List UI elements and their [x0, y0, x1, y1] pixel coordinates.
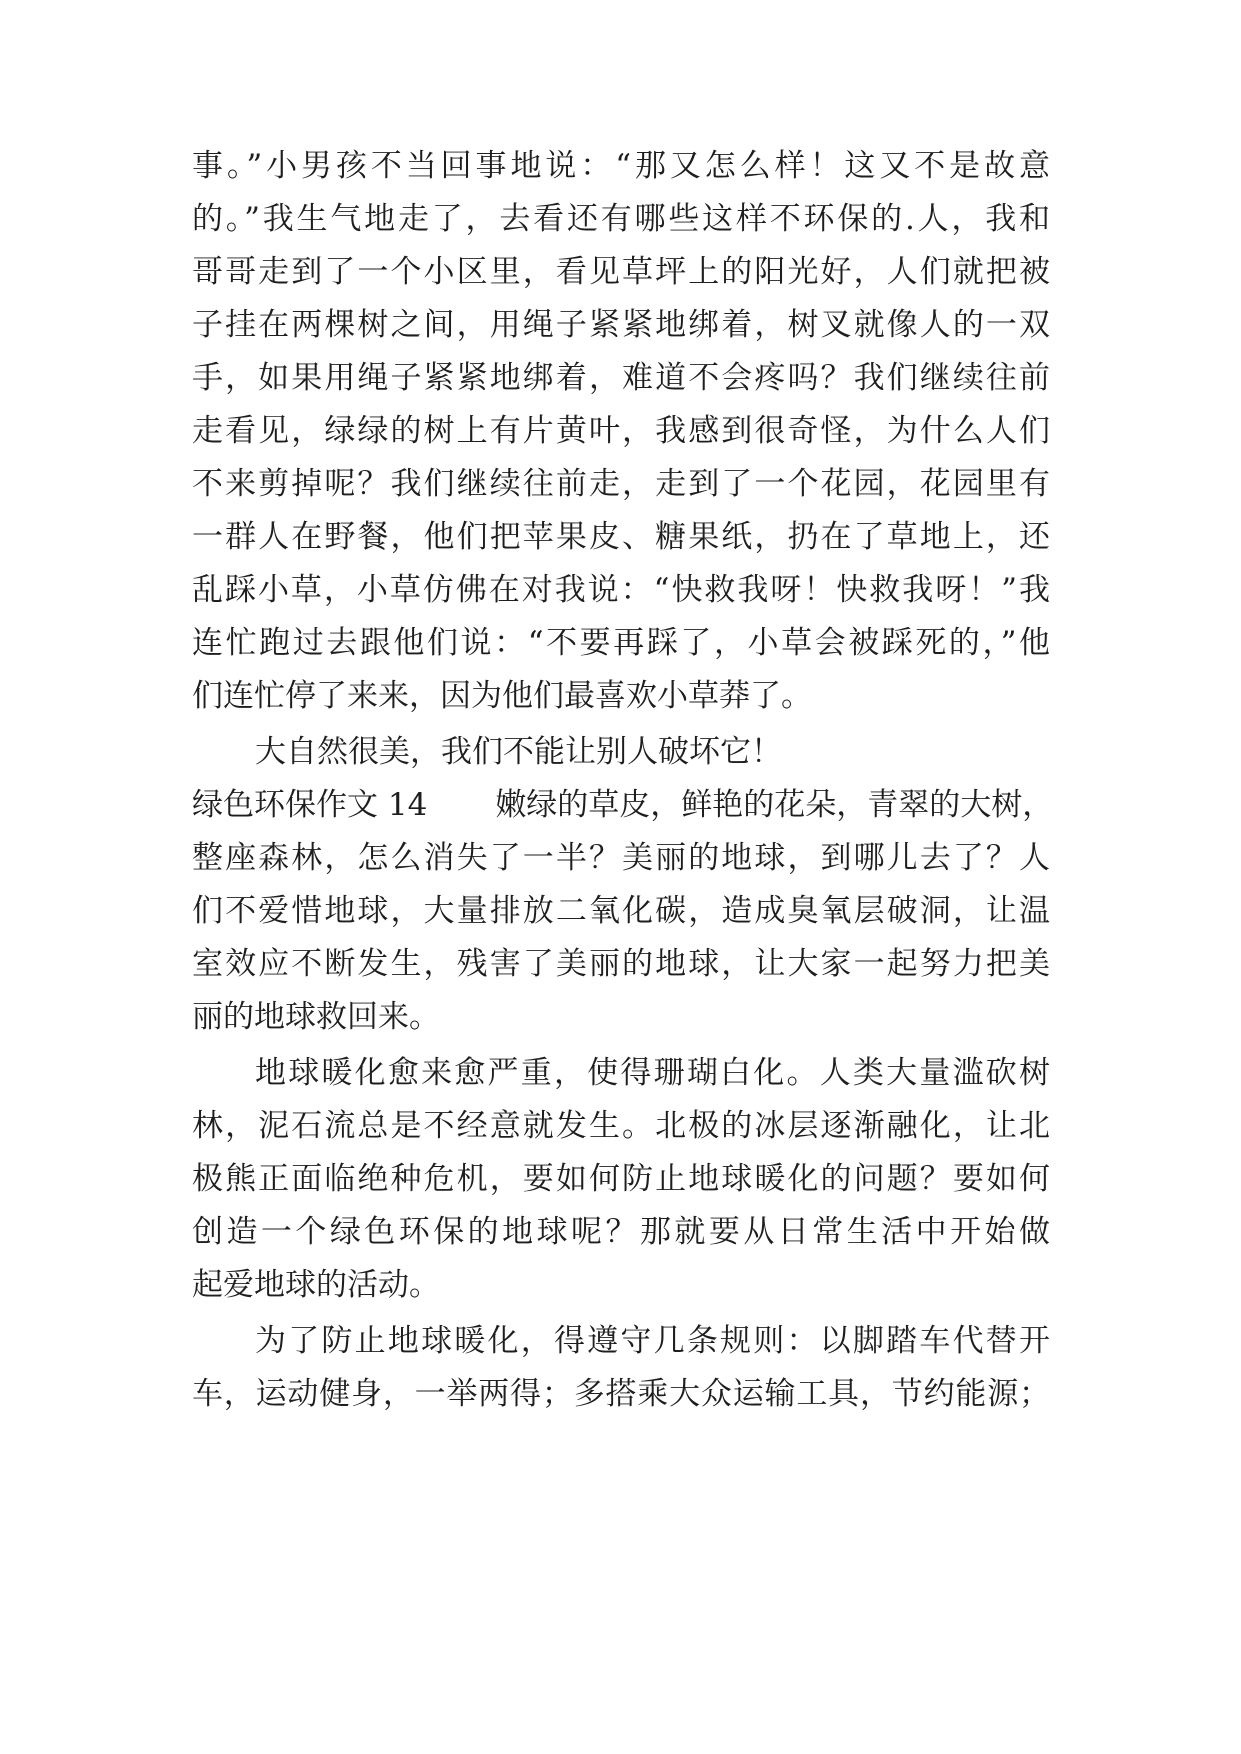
text-line: 手，如果用绳子紧紧地绑着，难道不会疼吗？我们继续往前 — [192, 360, 1050, 396]
text-line: 哥哥走到了一个小区里，看见草坪上的阳光好，人们就把被 — [192, 254, 1050, 290]
text-line: 整座森林，怎么消失了一半？美丽的地球，到哪儿去了？人 — [192, 840, 1050, 876]
text-line: 地球暖化愈来愈严重，使得珊瑚白化。人类大量滥砍树 — [255, 1055, 1050, 1091]
text-line: 极熊正面临绝种危机，要如何防止地球暖化的问题？要如何 — [192, 1161, 1050, 1197]
text-line: 的。”我生气地走了，去看还有哪些这样不环保的.人，我和 — [192, 201, 1050, 237]
text-line: 们不爱惜地球，大量排放二氧化碳，造成臭氧层破洞，让温 — [192, 893, 1050, 929]
text-line: 一群人在野餐，他们把苹果皮、糖果纸，扔在了草地上，还 — [192, 519, 1050, 555]
heading-line — [192, 776, 1054, 834]
text-line: 大自然很美，我们不能让别人破坏它！ — [255, 734, 782, 770]
text-line: 为了防止地球暖化，得遵守几条规则：以脚踏车代替开 — [255, 1323, 1050, 1359]
text-line: 车，运动健身，一举两得；多搭乘大众运输工具，节约能源； — [192, 1376, 1050, 1412]
text-line: 事。”小男孩不当回事地说：“那又怎么样！这又不是故意 — [192, 148, 1050, 184]
text-line: 室效应不断发生，残害了美丽的地球，让大家一起努力把美 — [192, 946, 1050, 982]
text-line: 乱踩小草，小草仿佛在对我说：“快救我呀！快救我呀！”我 — [192, 572, 1050, 608]
text-line: 子挂在两棵树之间，用绳子紧紧地绑着，树叉就像人的一双 — [192, 307, 1050, 343]
essay-heading: 绿色环保作文 14 — [192, 787, 428, 823]
text-line: 连忙跑过去跟他们说：“不要再踩了，小草会被踩死的，”他 — [192, 625, 1050, 661]
text-line: 们连忙停了来来，因为他们最喜欢小草莽了。 — [192, 678, 812, 714]
text-line: 嫩绿的草皮，鲜艳的花朵，青翠的大树， — [495, 787, 1054, 823]
text-line: 起爱地球的活动。 — [192, 1267, 440, 1303]
text-line: 创造一个绿色环保的地球呢？那就要从日常生活中开始做 — [192, 1214, 1050, 1250]
text-line: 林，泥石流总是不经意就发生。北极的冰层逐渐融化，让北 — [192, 1108, 1050, 1144]
text-line: 丽的地球救回来。 — [192, 999, 440, 1035]
text-line: 不来剪掉呢？我们继续往前走，走到了一个花园，花园里有 — [192, 466, 1050, 502]
text-line: 走看见，绿绿的树上有片黄叶，我感到很奇怪，为什么人们 — [192, 413, 1050, 449]
